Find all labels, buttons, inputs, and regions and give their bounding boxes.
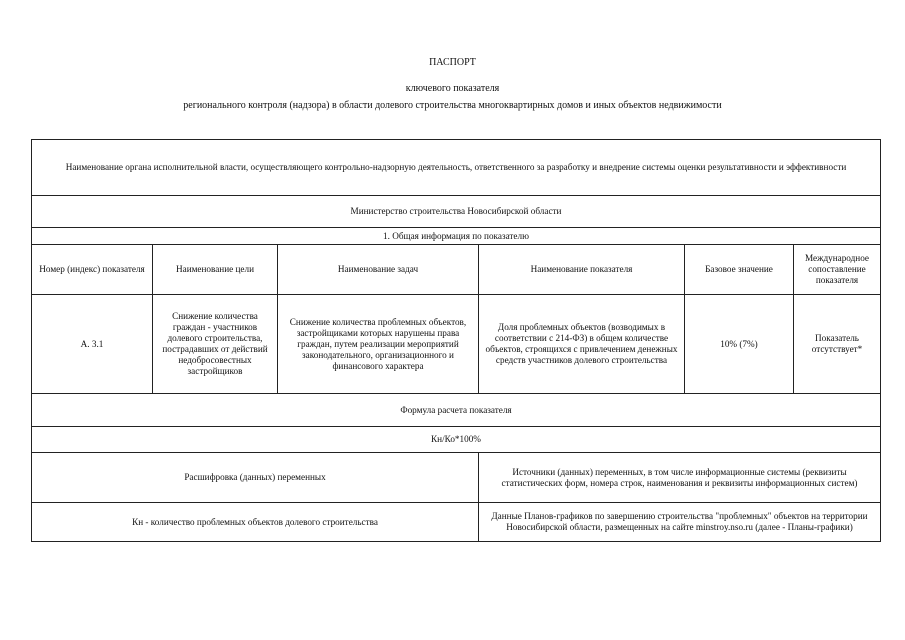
table-row <box>32 453 881 503</box>
sources-header-cell: Источники (данных) переменных, в том числе информационные системы (реквизиты статистических форм, номера строк, наименования и реквизиты информационных систем) <box>479 453 881 503</box>
column-header: Наименование показателя <box>479 245 685 295</box>
decode-header-cell: Расшифровка (данных) переменных <box>32 453 479 503</box>
passport-table <box>31 139 881 542</box>
table-row <box>32 427 881 453</box>
document-title: ПАСПОРТ <box>429 57 476 68</box>
column-header-row <box>32 245 881 295</box>
international-cell: Показатель отсутствует* <box>794 295 881 394</box>
formula-header-cell: Формула расчета показателя <box>32 394 881 427</box>
kn-decode-cell: Кн - количество проблемных объектов долевого строительства <box>32 503 479 542</box>
table-row <box>32 295 881 394</box>
org-label-cell: Наименование органа исполнительной власти, осуществляющего контрольно-надзорную деятельность, ответственного за разработку и внедрение системы оценки результативности и эффективности <box>32 140 881 196</box>
document-description: регионального контроля (надзора) в области долевого строительства многоквартирных домов и иных объектов недвижимости <box>183 100 722 111</box>
tasks-cell: Снижение количества проблемных объектов, застройщиками которых нарушены права граждан, путем реализации мероприятий законодательного, организационного и финансового характера <box>278 295 479 394</box>
ministry-cell: Министерство строительства Новосибирской области <box>32 196 881 228</box>
indicator-name-cell: Доля проблемных объектов (возводимых в соответствии с 214-ФЗ) в общем количестве объектов, строящихся с привлечением денежных средств участников долевого строительства <box>479 295 685 394</box>
table-row <box>32 394 881 427</box>
goal-cell: Снижение количества граждан - участников долевого строительства, пострадавших от действий недобросовестных застройщиков <box>153 295 278 394</box>
kn-source-cell: Данные Планов-графиков по завершению строительства "проблемных" объектов на территории Новосибирской области, размещенных на сайте minstroy.nso.ru (далее - Планы-графики) <box>479 503 881 542</box>
indicator-index-cell: А. 3.1 <box>32 295 153 394</box>
base-value-cell: 10% (7%) <box>685 295 794 394</box>
table-row <box>32 140 881 196</box>
table-row <box>32 228 881 245</box>
section-general-cell: 1. Общая информация по показателю <box>32 228 881 245</box>
column-header: Международное сопоставление показателя <box>794 245 881 295</box>
column-header: Номер (индекс) показателя <box>32 245 153 295</box>
document-subtitle: ключевого показателя <box>405 83 500 94</box>
column-header: Наименование цели <box>153 245 278 295</box>
column-header: Наименование задач <box>278 245 479 295</box>
table-row <box>32 503 881 542</box>
table-row <box>32 196 881 228</box>
column-header: Базовое значение <box>685 245 794 295</box>
formula-cell: Кн/Ко*100% <box>32 427 881 453</box>
